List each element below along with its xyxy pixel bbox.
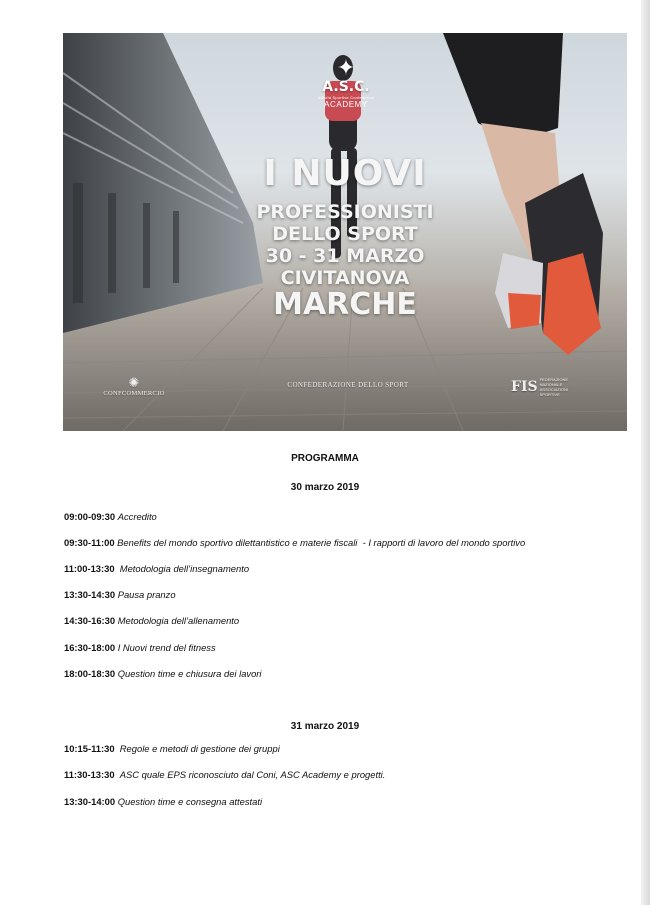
logo-name: A.S.C.	[322, 79, 370, 95]
schedule-row	[64, 511, 634, 522]
poster-title-line-1: I NUOVI	[263, 153, 427, 194]
schedule-description: Metodologia dell’allenamento	[117, 615, 240, 626]
poster-title-line-6: MARCHE	[273, 287, 417, 322]
schedule-time: 11:30-13:30	[64, 769, 115, 780]
schedule-time: 13:30-14:30	[64, 589, 116, 600]
schedule-row	[64, 642, 634, 653]
schedule-description: Accredito	[117, 511, 157, 522]
fis-text: FEDERAZIONE NAZIONALE ASSOCIAZIONI SPORTIVE	[539, 377, 569, 397]
poster-title-line-2: PROFESSIONISTI	[256, 201, 434, 223]
schedule-row	[64, 796, 634, 807]
poster-title-line-4: 30 - 31 MARZO	[265, 245, 425, 267]
schedule-time: 13:30-14:00	[64, 796, 116, 807]
schedule-time: 11:00-13:30	[64, 563, 115, 574]
poster-title-line-5: CIVITANOVA	[280, 267, 410, 289]
event-poster-image	[63, 33, 627, 431]
schedule-row	[64, 563, 634, 574]
schedule-description: Question time e chiusura dei lavori	[117, 668, 262, 679]
schedule-time: 16:30-18:00	[64, 642, 116, 653]
fis-mark: FIS	[511, 379, 538, 395]
schedule-description: Benefits del mondo sportivo dilettantistico e materie fiscali - I rapporti di lavoro del mondo sportivo	[117, 537, 526, 548]
logo-academy: ACADEMY	[324, 100, 368, 109]
schedule-time: 09:00-09:30	[64, 511, 116, 522]
schedule-description: Metodologia dell’insegnamento	[119, 563, 250, 574]
asc-academy-logo	[315, 57, 377, 110]
schedule-row	[64, 668, 634, 679]
poster-title-line-3: DELLO SPORT	[272, 223, 418, 245]
schedule-time: 10:15-11:30	[64, 743, 115, 754]
schedule-description: Question time e consegna attestati	[117, 796, 263, 807]
schedule-row	[64, 537, 634, 548]
schedule-time: 09:30-11:00	[64, 537, 115, 548]
day-2-date: 31 marzo 2019	[290, 721, 360, 732]
schedule-time: 14:30-16:30	[64, 615, 116, 626]
partner-logo-confcommercio	[89, 376, 179, 397]
runner-logo-icon: ✦	[336, 55, 356, 80]
schedule-time: 18:00-18:30	[64, 668, 116, 679]
schedule-description: Pausa pranzo	[117, 589, 176, 600]
partner-left-name: CONFCOMMERCIO	[103, 390, 165, 397]
emblem-icon: ✺	[128, 375, 140, 390]
day-1-date: 30 marzo 2019	[290, 482, 360, 493]
schedule-row	[64, 743, 634, 754]
schedule-row	[64, 589, 634, 600]
partner-logo-confederazione: CONFEDERAZIONE DELLO SPORT	[287, 381, 409, 389]
schedule-description: I Nuovi trend del fitness	[117, 642, 216, 653]
programme-heading: PROGRAMMA	[291, 453, 359, 464]
logo-subtitle: Attività Sportive Confederate	[317, 95, 375, 100]
partner-logo-fis	[511, 377, 601, 397]
schedule-row	[64, 615, 634, 626]
schedule-description: ASC quale EPS riconosciuto dal Coni, ASC Academy e progetti.	[119, 769, 386, 780]
schedule-description: Regole e metodi di gestione dei gruppi	[119, 743, 280, 754]
schedule-row	[64, 769, 634, 780]
